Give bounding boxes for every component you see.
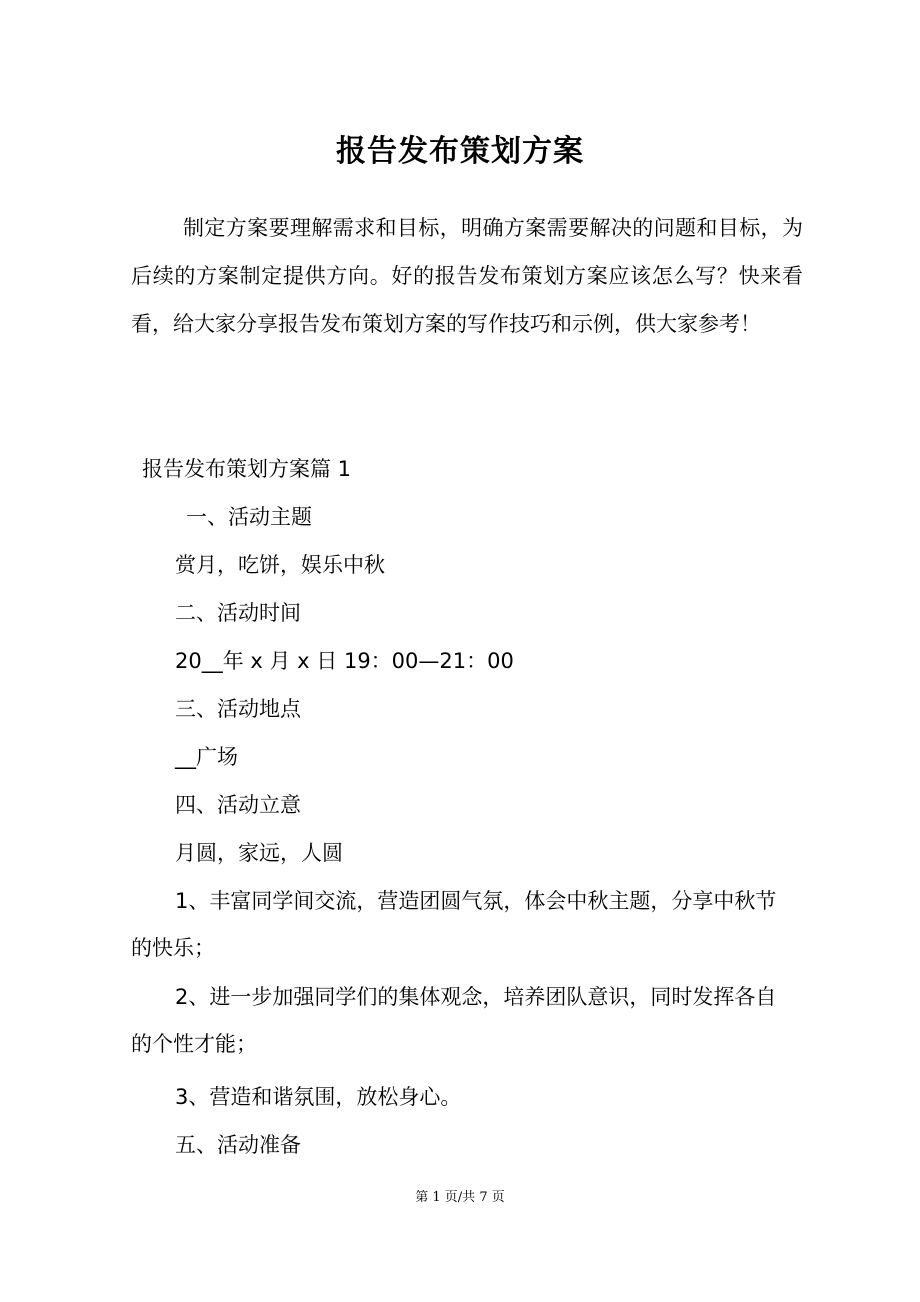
section-heading: 报告发布策划方案篇 1 bbox=[142, 457, 352, 481]
purpose-item-3: 3、营造和谐氛围，放松身心。 bbox=[175, 1085, 462, 1109]
intro-paragraph: 制定方案要理解需求和目标，明确方案需要解决的问题和目标，为后续的方案制定提供方向。好的报告发布策划方案应该怎么写？快来看看，给大家分享报告发布策划方案的写作技巧和示例，供大家参考！ bbox=[131, 216, 803, 336]
text-activity-time: 20__年 x 月 x 日 19：00—21：00 bbox=[175, 649, 514, 673]
heading-activity-theme: 一、活动主题 bbox=[186, 505, 312, 529]
text-activity-purpose: 月圆，家远，人圆 bbox=[175, 841, 343, 865]
heading-activity-time: 二、活动时间 bbox=[175, 601, 301, 625]
heading-activity-location: 三、活动地点 bbox=[175, 697, 301, 721]
purpose-item-2: 2、进一步加强同学们的集体观念，培养团队意识，同时发挥各自的个性才能； bbox=[131, 985, 777, 1056]
text-activity-location: __广场 bbox=[175, 745, 238, 769]
purpose-item-1: 1、丰富同学间交流，营造团圆气氛，体会中秋主题，分享中秋节的快乐； bbox=[131, 889, 777, 960]
page-indicator: 第 1 页/共 7 页 bbox=[415, 1190, 505, 1205]
heading-activity-purpose: 四、活动立意 bbox=[175, 793, 301, 817]
heading-activity-preparation: 五、活动准备 bbox=[175, 1133, 301, 1157]
text-activity-theme: 赏月，吃饼，娱乐中秋 bbox=[175, 553, 385, 577]
document-title: 报告发布策划方案 bbox=[336, 134, 584, 169]
